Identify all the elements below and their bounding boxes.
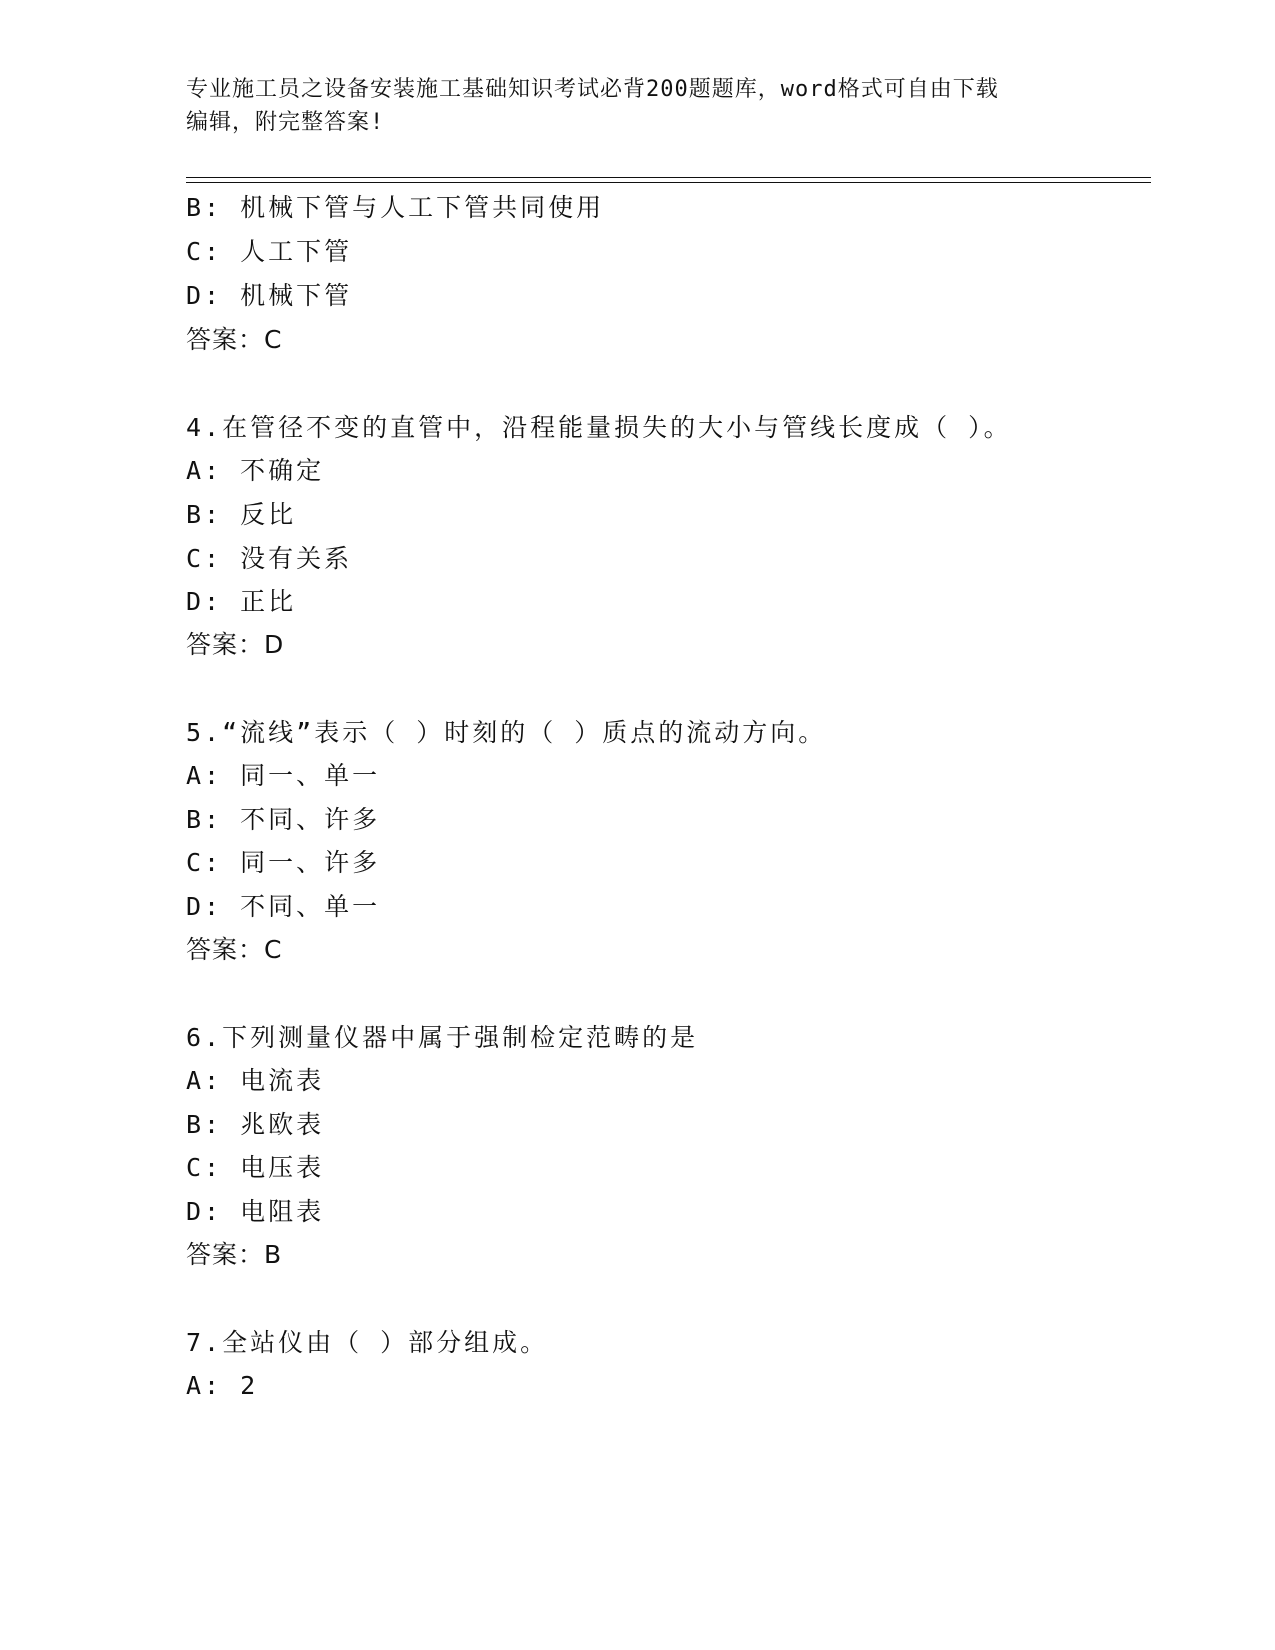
q5-option-a: A: 同一、单一 — [186, 761, 381, 790]
q5-question: 5.“流线”表示（ ）时刻的（ ）质点的流动方向。 — [186, 718, 827, 747]
q4-option-b: B: 反比 — [186, 500, 297, 529]
header-divider-top — [186, 177, 1151, 178]
q4-question: 4.在管径不变的直管中，沿程能量损失的大小与管线长度成（ ）。 — [186, 413, 1012, 442]
q6-option-a: A: 电流表 — [186, 1066, 325, 1095]
q5-option-b: B: 不同、许多 — [186, 805, 381, 834]
q3-option-d: D: 机械下管 — [186, 281, 353, 310]
q6-question: 6.下列测量仪器中属于强制检定范畴的是 — [186, 1023, 699, 1052]
q4-answer: 答案：D — [186, 630, 285, 659]
q5-option-c: C: 同一、许多 — [186, 848, 381, 877]
q6-option-c: C: 电压表 — [186, 1153, 325, 1182]
q4-option-a: A: 不确定 — [186, 456, 325, 485]
q6-answer: 答案：B — [186, 1240, 283, 1269]
q7-option-a: A: 2 — [186, 1371, 259, 1400]
q5-answer: 答案：C — [186, 935, 283, 964]
q4-option-c: C: 没有关系 — [186, 544, 353, 573]
q3-option-c: C: 人工下管 — [186, 237, 353, 266]
q5-option-d: D: 不同、单一 — [186, 892, 381, 921]
q3-option-b: B: 机械下管与人工下管共同使用 — [186, 193, 605, 222]
header-title-line-2: 编辑，附完整答案! — [186, 110, 385, 135]
q6-option-b: B: 兆欧表 — [186, 1110, 325, 1139]
document-header — [186, 73, 1066, 139]
header-divider-bottom — [186, 182, 1151, 183]
q3-answer: 答案：C — [186, 325, 283, 354]
q6-option-d: D: 电阻表 — [186, 1197, 325, 1226]
header-title-line-1: 专业施工员之设备安装施工基础知识考试必背200题题库，word格式可自由下载 — [186, 77, 999, 102]
q7-question: 7.全站仪由（ ）部分组成。 — [186, 1328, 549, 1357]
q4-option-d: D: 正比 — [186, 587, 297, 616]
